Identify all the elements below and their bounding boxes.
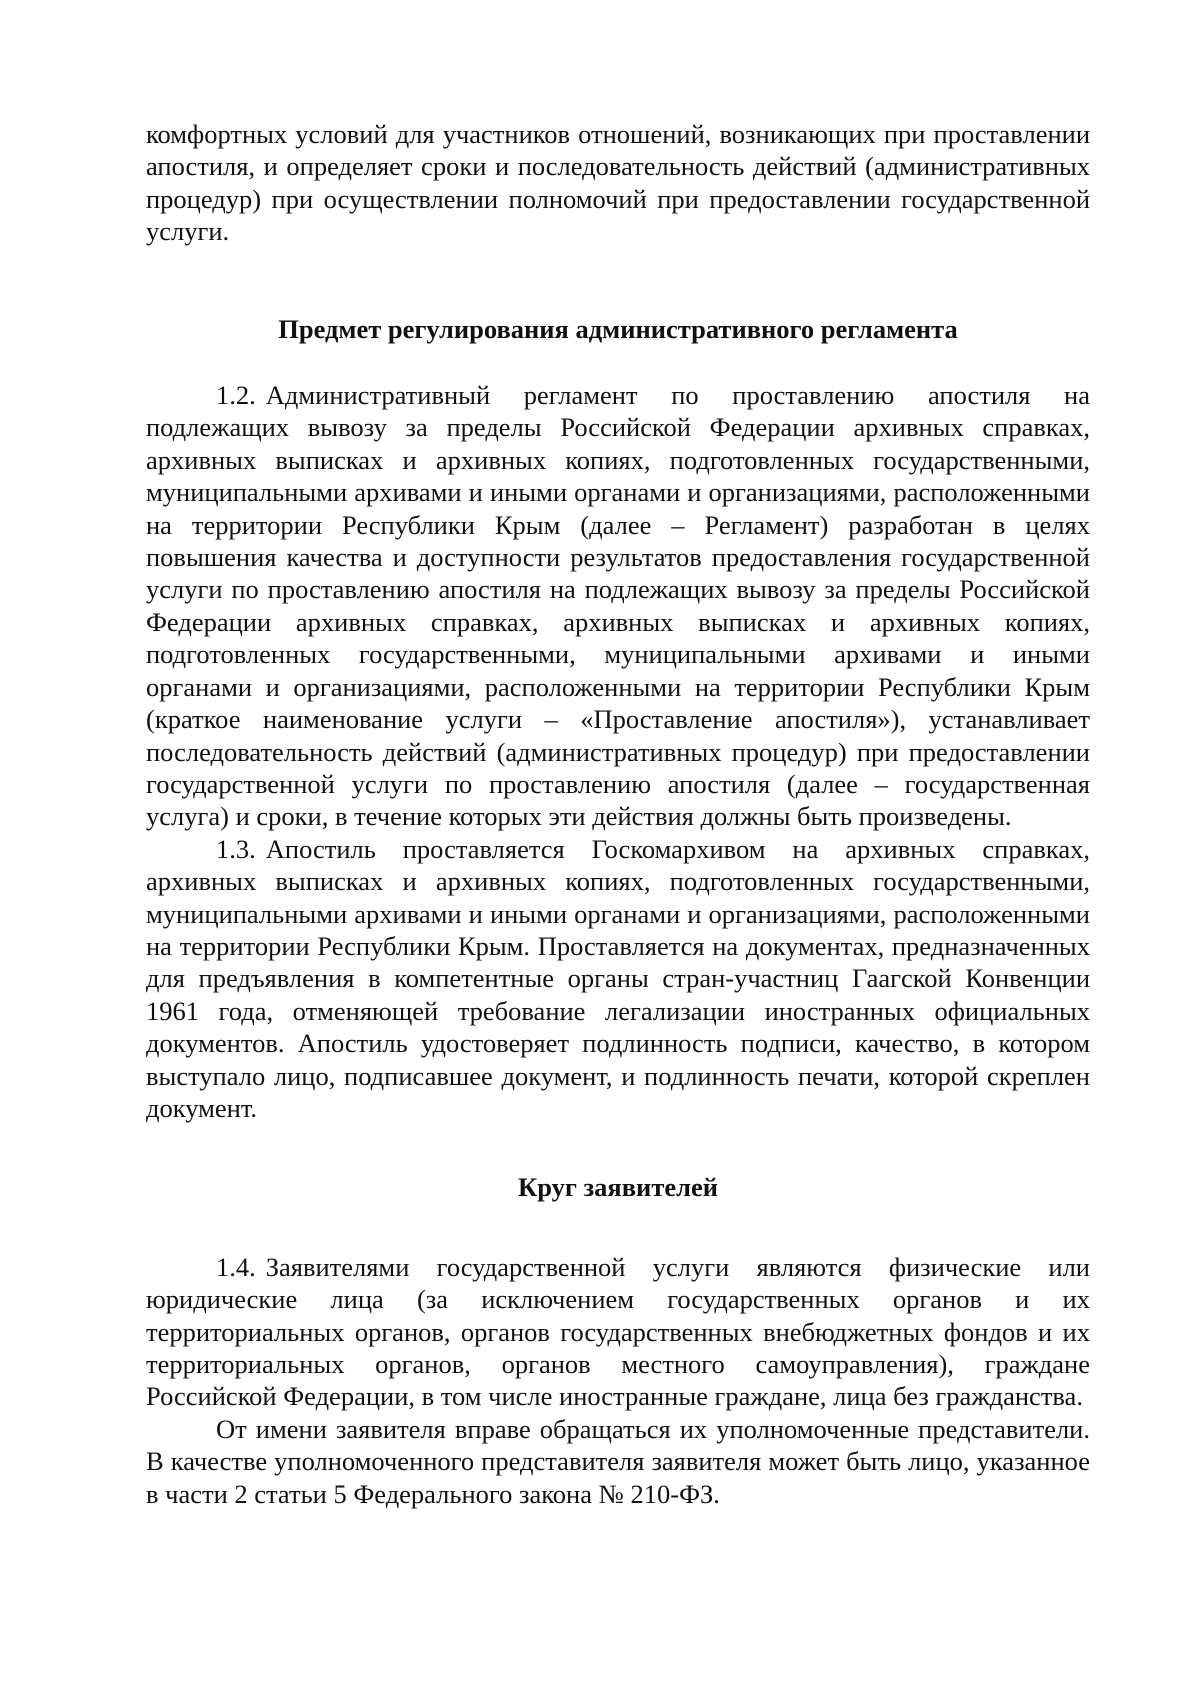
paragraph-number: 1.4. <box>216 1251 256 1282</box>
paragraph-1-2 <box>146 379 1090 833</box>
paragraph-1-3 <box>146 833 1090 1125</box>
paragraph-text: Заявителями государственной услуги являются физические или юридические лица (за исключением государственных органов и их территориальных органов, органов государственных внебюджетных фондов и их территориальных органов, органов местного самоуправления), граждане Российской Федерации, в том числе иностранные граждане, лица без гражданства. <box>146 1251 1090 1412</box>
paragraph-representatives: От имени заявителя вправе обращаться их уполномоченные представители. В качестве уполномоченного представителя заявителя может быть лицо, указанное в части 2 статьи 5 Федерального закона № 210-ФЗ. <box>146 1413 1090 1509</box>
section-heading-subject: Предмет регулирования административного регламента <box>278 313 958 344</box>
paragraph-text: Апостиль проставляется Госкомархивом на архивных справках, архивных выписках и архивных копиях, подготовленных государственными, муниципальными архивами и иными органами и организациями, расположенными на территории Республики Крым. Проставляется на документах, предназначенных для предъявления в компетентные органы стран-участниц Гаагской Конвенции 1961 года, отменяющей требование легализации иностранных официальных документов. Апостиль удостоверяет подлинность подписи, качество, в котором выступало лицо, подписавшее документ, и подлинность печати, которой скреплен документ. <box>146 833 1090 1123</box>
section-heading-applicants: Круг заявителей <box>517 1172 718 1203</box>
document-page <box>146 118 1090 1510</box>
paragraph-text: Административный регламент по проставлению апостиля на подлежащих вывозу за пределы Российской Федерации архивных справках, архивных выписках и архивных копиях, подготовленных государственными, муниципальными архивами и иными органами и организациями, расположенными на территории Республики Крым (далее – Регламент) разработан в целях повышения качества и доступности результатов предоставления государственной услуги по проставлению апостиля на подлежащих вывозу за пределы Российской Федерации архивных справках, архивных выписках и архивных копиях, подготовленных государственными, муниципальными архивами и иными органами и организациями, расположенными на территории Республики Крым (краткое наименование услуги – «Проставление апостиля»), устанавливает последовательность действий (административных процедур) при предоставлении государственной услуги по проставлению апостиля (далее – государственная услуга) и сроки, в течение которых эти действия должны быть произведены. <box>146 380 1090 832</box>
intro-paragraph: комфортных условий для участников отношений, возникающих при проставлении апостиля, и определяет сроки и последовательность действий (административных процедур) при осуществлении полномочий при предоставлении государственной услуги. <box>146 119 1090 247</box>
paragraph-1-4 <box>146 1251 1090 1413</box>
paragraph-number: 1.2. <box>216 380 256 411</box>
paragraph-number: 1.3. <box>216 833 256 864</box>
